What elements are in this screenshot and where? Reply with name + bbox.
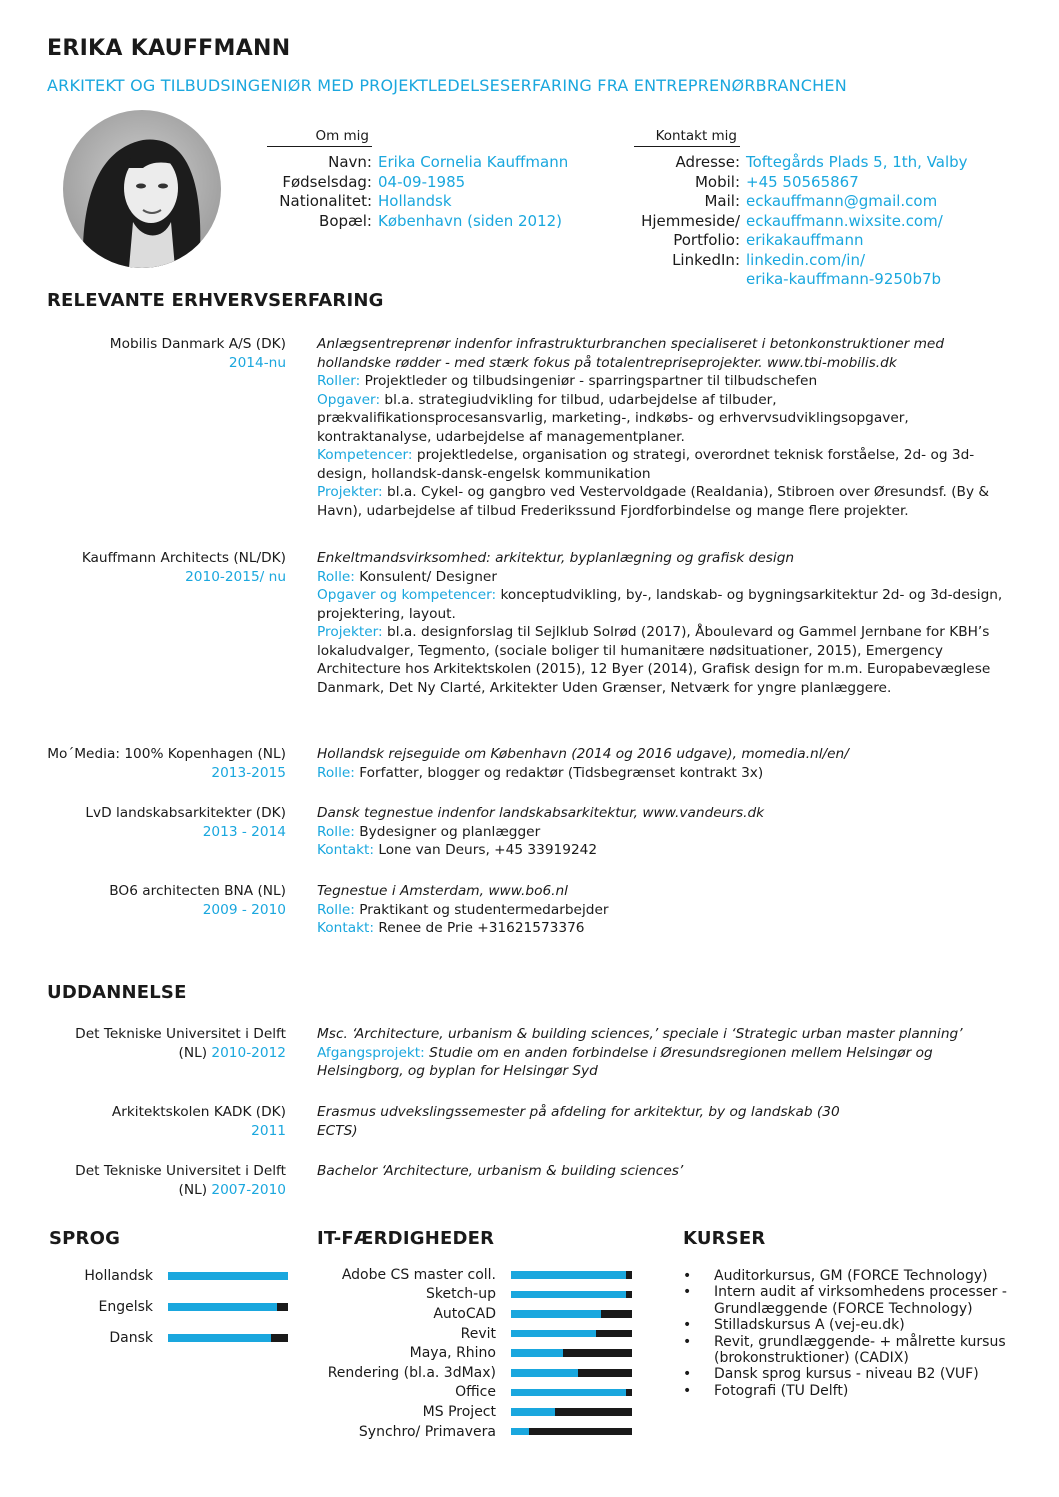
- it-skill-row: [300, 1383, 632, 1403]
- entry-item-label: Rolle:: [317, 823, 355, 840]
- it-skill-bar-fill: [511, 1369, 578, 1377]
- it-skill-row: [300, 1343, 632, 1363]
- entry-item-label: Rolle:: [317, 568, 355, 585]
- it-skill-row: [300, 1402, 632, 1422]
- it-skill-label: Rendering (bl.a. 3dMax): [327, 1364, 496, 1381]
- language-bar: [168, 1334, 288, 1342]
- it-skill-label: Maya, Rhino: [409, 1345, 496, 1362]
- entry-item-text: Renee de Prie +31621573376: [374, 920, 585, 936]
- it-skill-bar: [511, 1428, 632, 1436]
- it-skill-label: Sketch-up: [426, 1286, 496, 1303]
- entry-item-text: Konsulent/ Designer: [354, 568, 497, 585]
- entry-details: [317, 335, 1007, 520]
- entry-item-label: Opgaver og kompetencer:: [317, 587, 497, 603]
- contact-value: erikakauffmann: [746, 231, 864, 249]
- it-skill-bar-fill: [511, 1389, 626, 1397]
- edu-details: [317, 1162, 1007, 1199]
- entry-period: 2009 - 2010: [202, 901, 286, 918]
- contact-row: [634, 212, 1034, 232]
- edu-details: [317, 1025, 1007, 1081]
- entry-period: 2013-2015: [211, 764, 286, 781]
- language-row: [0, 1291, 288, 1322]
- contact-value: +45 50565867: [746, 172, 859, 191]
- courses-heading: KURSER: [683, 1228, 766, 1249]
- language-bar-fill: [168, 1272, 288, 1280]
- language-label: Hollandsk: [84, 1267, 153, 1284]
- contact-label: Adresse:: [675, 153, 740, 171]
- edu-period: 2007-2010: [211, 1181, 286, 1198]
- edu-period: 2010-2012: [211, 1044, 286, 1061]
- entry-item-text: bl.a. designforslag til Sejlklub Solrød (2017), Åboulevard og Gammel Jernbane for KBH’s lokaludvalger, Tegmento, (sociale boliger til humanitære nødsituationer, 2015), Emergency Architecture hos Arkitektskolen (2015), 12 Byer (2014), Grafisk design for m.m. Europabevæglese Danmark, Det Ny Clarté, Arkitekter Uden Grænser, Netværk for yngre planlæggere.: [317, 624, 991, 696]
- it-skill-row: [300, 1324, 632, 1344]
- course-item: • Intern audit af virksomhedens processer - Grundlæggende (FORCE Technology): [680, 1284, 1020, 1317]
- language-row: [0, 1322, 288, 1353]
- contact-row: [634, 173, 1034, 193]
- contact-label: Mail:: [704, 192, 740, 210]
- it-skill-bar: [511, 1369, 632, 1377]
- entry-item: [317, 483, 1007, 520]
- entry-item-text: Praktikant og studentermedarbejder: [354, 901, 609, 918]
- entry-item: [317, 372, 1007, 391]
- cv-subtitle: ARKITEKT OG TILBUDSINGENIØR MED PROJEKTLEDELSESERFARING FRA ENTREPRENØRBRANCHEN: [47, 76, 847, 95]
- course-item: • Dansk sprog kursus - niveau B2 (VUF): [680, 1366, 1020, 1382]
- entry-item-text: projektledelse, organisation og strategi, overordnet teknisk forståelse, 2d- og 3d-design, hollandsk-dansk-engelsk kommunikation: [317, 447, 975, 482]
- edu-desc: Erasmus udvekslingssemester på afdeling for arkitektur, by og landskab (30 ECTS): [317, 1104, 840, 1139]
- about-label: Bopæl:: [319, 211, 372, 230]
- course-item: • Stilladskursus A (vej-eu.dk): [680, 1317, 1020, 1333]
- about-value: 04-09-1985: [378, 172, 466, 191]
- contact-block: [634, 128, 1034, 290]
- it-skill-bar-fill: [511, 1291, 626, 1299]
- entry-org-block: [0, 745, 286, 782]
- contact-value: linkedin.com/in/: [746, 250, 866, 269]
- edu-org-block: [0, 1162, 286, 1199]
- about-rows: [267, 153, 587, 231]
- experience-entry: [0, 335, 1059, 520]
- contact-row: [634, 153, 1034, 173]
- portrait-photo: [63, 110, 221, 268]
- entry-item-label: Kontakt:: [317, 842, 375, 858]
- contact-rows: [634, 153, 1034, 290]
- experience-entry: [0, 804, 1059, 860]
- entry-item-text: Forfatter, blogger og redaktør (Tidsbegrænset kontrakt 3x): [354, 764, 764, 781]
- entry-org: LvD landskabsarkitekter (DK): [85, 805, 286, 821]
- courses-list: [680, 1268, 1020, 1399]
- it-skill-bar: [511, 1408, 632, 1416]
- entry-item: [317, 919, 1007, 938]
- experience-heading: RELEVANTE ERHVERVSERFARING: [47, 290, 384, 311]
- entry-item: [317, 623, 1007, 697]
- about-row: [267, 212, 587, 232]
- entry-item-text: bl.a. Cykel- og gangbro ved Vestervoldgade (Realdania), Stibroen over Øresundsf. (By & Havn), udarbejdelse af tilbud Frederikssund Fjordforbindelse og mange flere projekter.: [317, 484, 990, 519]
- entry-item-text: konceptudvikling, by-, landskab- og bygningsarkitektur 2d- og 3d-design, projektering, layout.: [317, 587, 1003, 622]
- contact-value: eckauffmann.wixsite.com/: [746, 211, 943, 230]
- edu-item-label: Afgangsprojekt:: [317, 1044, 425, 1061]
- entry-item: [317, 586, 1007, 623]
- about-row: [267, 173, 587, 193]
- it-skill-bar-fill: [511, 1349, 563, 1357]
- it-skill-label: MS Project: [422, 1403, 496, 1420]
- about-row: [267, 192, 587, 212]
- contact-value: Toftegårds Plads 5, 1th, Valby: [746, 153, 968, 171]
- it-skill-label: Office: [455, 1384, 496, 1401]
- entry-item-label: Kompetencer:: [317, 447, 413, 463]
- contact-label: Hjemmeside/: [641, 211, 740, 230]
- entry-desc: Tegnestue i Amsterdam, www.bo6.nl: [317, 883, 568, 899]
- entry-desc: Hollandsk rejseguide om København (2014 og 2016 udgave), momedia.nl/en/: [317, 746, 849, 762]
- about-row: [267, 153, 587, 173]
- entry-item: [317, 446, 1007, 483]
- entry-item: [317, 841, 1007, 860]
- languages-heading: SPROG: [49, 1228, 121, 1249]
- edu-org-block: [0, 1103, 286, 1140]
- about-label: Fødselsdag:: [282, 172, 372, 191]
- contact-row: [634, 231, 1034, 251]
- entry-item-label: Opgaver:: [317, 391, 381, 408]
- it-skill-bar: [511, 1271, 632, 1279]
- entry-item-text: Projektleder og tilbudsingeniør - sparringspartner til tilbudschefen: [360, 373, 818, 389]
- entry-details: [317, 745, 1007, 782]
- entry-details: [317, 882, 1007, 938]
- about-value: København (siden 2012): [378, 211, 563, 230]
- edu-desc: Bachelor ‘Architecture, urbanism & building sciences’: [317, 1163, 684, 1179]
- edu-org-line2: [0, 1181, 286, 1200]
- entry-org: Kauffmann Architects (NL/DK): [81, 550, 286, 566]
- entry-period: 2010-2015/ nu: [185, 568, 286, 585]
- about-label: Navn:: [328, 153, 372, 171]
- entry-item-label: Projekter:: [317, 484, 383, 500]
- it-skill-bar-fill: [511, 1310, 601, 1318]
- contact-label: Mobil:: [694, 172, 740, 191]
- edu-desc: Msc. ‘Architecture, urbanism & building sciences,’ speciale i ‘Strategic urban master planning’: [317, 1026, 963, 1042]
- contact-row: [634, 270, 1034, 290]
- it-skill-label: Adobe CS master coll.: [341, 1266, 496, 1283]
- contact-label: Portfolio:: [673, 231, 740, 249]
- language-bar-fill: [168, 1303, 277, 1311]
- entry-org-block: [0, 882, 286, 938]
- entry-org-block: [0, 549, 286, 697]
- entry-item-label: Projekter:: [317, 624, 383, 640]
- it-skill-bar-fill: [511, 1271, 626, 1279]
- experience-entry: [0, 745, 1059, 782]
- contact-label: LinkedIn:: [672, 250, 740, 269]
- entry-details: [317, 549, 1007, 697]
- experience-entry: [0, 882, 1059, 938]
- it-skill-row: [300, 1422, 632, 1442]
- course-item: • Auditorkursus, GM (FORCE Technology): [680, 1268, 1020, 1284]
- it-skill-bar: [511, 1291, 632, 1299]
- education-entry: [0, 1025, 1059, 1081]
- entry-item: [317, 391, 1007, 447]
- language-bar: [168, 1303, 288, 1311]
- edu-item: [317, 1044, 1007, 1081]
- contact-value: erika-kauffmann-9250b7b: [746, 270, 942, 288]
- cv-name: ERIKA KAUFFMANN: [47, 36, 291, 61]
- contact-row: [634, 192, 1034, 212]
- entry-period: 2014-nu: [228, 354, 286, 371]
- contact-label: [634, 270, 740, 290]
- languages-list: [0, 1260, 288, 1353]
- entry-item-label: Rolle:: [317, 764, 355, 781]
- it-skill-row: [300, 1304, 632, 1324]
- entry-item: [317, 764, 1007, 783]
- it-skill-bar: [511, 1310, 632, 1318]
- about-block: [267, 128, 587, 231]
- it-skill-bar-fill: [511, 1428, 529, 1436]
- entry-period: 2013 - 2014: [202, 823, 286, 840]
- it-skill-label: Revit: [460, 1325, 496, 1342]
- edu-org-line2: [0, 1044, 286, 1063]
- about-heading: Om mig: [267, 128, 372, 147]
- edu-item-text: Studie om en anden forbindelse i Øresundsregionen mellem Helsingør og Helsingborg, og byplan for Helsingør Syd: [317, 1044, 933, 1079]
- edu-org: Det Tekniske Universitet i Delft: [75, 1026, 286, 1042]
- experience-entry: [0, 549, 1059, 697]
- entry-org: Mobilis Danmark A/S (DK): [109, 336, 286, 352]
- entry-item-label: Roller:: [317, 373, 361, 389]
- language-bar: [168, 1272, 288, 1280]
- education-heading: UDDANNELSE: [47, 982, 187, 1003]
- it-skill-bar: [511, 1389, 632, 1397]
- education-entry: [0, 1162, 1059, 1199]
- entry-desc: Anlægsentreprenør indenfor infrastrukturbranchen specialiseret i betonkonstruktioner med hollandske rødder - med stærk fokus på totalentrepriseprojekter. www.tbi-mobilis.dk: [317, 336, 945, 371]
- entry-details: [317, 804, 1007, 860]
- it-skill-row: [300, 1285, 632, 1305]
- contact-value: eckauffmann@gmail.com: [746, 192, 938, 210]
- contact-heading: Kontakt mig: [634, 128, 740, 147]
- it-skill-bar-fill: [511, 1408, 555, 1416]
- edu-org: Arkitektskolen KADK (DK): [111, 1104, 286, 1120]
- entry-item: [317, 823, 1007, 842]
- it-skill-label: AutoCAD: [433, 1305, 496, 1322]
- education-entry: [0, 1103, 1059, 1140]
- it-skill-bar-fill: [511, 1330, 596, 1338]
- edu-org: Det Tekniske Universitet i Delft: [75, 1163, 286, 1179]
- language-label: Engelsk: [98, 1298, 153, 1315]
- it-skill-label: Synchro/ Primavera: [358, 1423, 496, 1440]
- edu-period: 2011: [251, 1122, 286, 1139]
- entry-item-text: Bydesigner og planlægger: [354, 823, 541, 840]
- edu-details: [317, 1103, 1007, 1140]
- entry-desc: Dansk tegnestue indenfor landskabsarkitektur, www.vandeurs.dk: [317, 805, 765, 821]
- entry-org-block: [0, 804, 286, 860]
- it-skills-heading: IT-FÆRDIGHEDER: [317, 1228, 495, 1249]
- entry-desc: Enkeltmandsvirksomhed: arkitektur, byplanlægning og grafisk design: [317, 550, 795, 566]
- it-skill-row: [300, 1265, 632, 1285]
- edu-org-country: (NL): [178, 1181, 208, 1198]
- language-bar-fill: [168, 1334, 271, 1342]
- entry-item: [317, 901, 1007, 920]
- entry-item: [317, 568, 1007, 587]
- entry-item-label: Rolle:: [317, 901, 355, 918]
- it-skills-list: [300, 1265, 632, 1441]
- it-skill-bar: [511, 1349, 632, 1357]
- edu-org-block: [0, 1025, 286, 1081]
- it-skill-bar: [511, 1330, 632, 1338]
- entry-org: Mo´Media: 100% Kopenhagen (NL): [47, 746, 286, 762]
- language-row: [0, 1260, 288, 1291]
- entry-item-label: Kontakt:: [317, 920, 375, 936]
- entry-item-text: bl.a. strategiudvikling for tilbud, udarbejdelse af tilbuder, prækvalifikationsprocesansvarlig, marketing-, indkøbs- og erhvervsudviklingsopgaver, kontraktanalyse, udarbejdelse af managementplaner.: [317, 391, 909, 445]
- it-skill-row: [300, 1363, 632, 1383]
- entry-item-text: Lone van Deurs, +45 33919242: [374, 842, 598, 858]
- course-item: • Revit, grundlæggende- + målrette kursus (brokonstruktioner) (CADIX): [680, 1334, 1020, 1367]
- edu-org-country: (NL): [178, 1044, 208, 1061]
- about-value: Hollandsk: [378, 192, 452, 210]
- course-item: • Fotografi (TU Delft): [680, 1383, 1020, 1399]
- entry-org: BO6 architecten BNA (NL): [109, 883, 286, 899]
- language-label: Dansk: [109, 1329, 153, 1346]
- about-value: Erika Cornelia Kauffmann: [378, 153, 569, 171]
- entry-org-block: [0, 335, 286, 520]
- contact-row: [634, 251, 1034, 271]
- about-label: Nationalitet:: [279, 192, 372, 210]
